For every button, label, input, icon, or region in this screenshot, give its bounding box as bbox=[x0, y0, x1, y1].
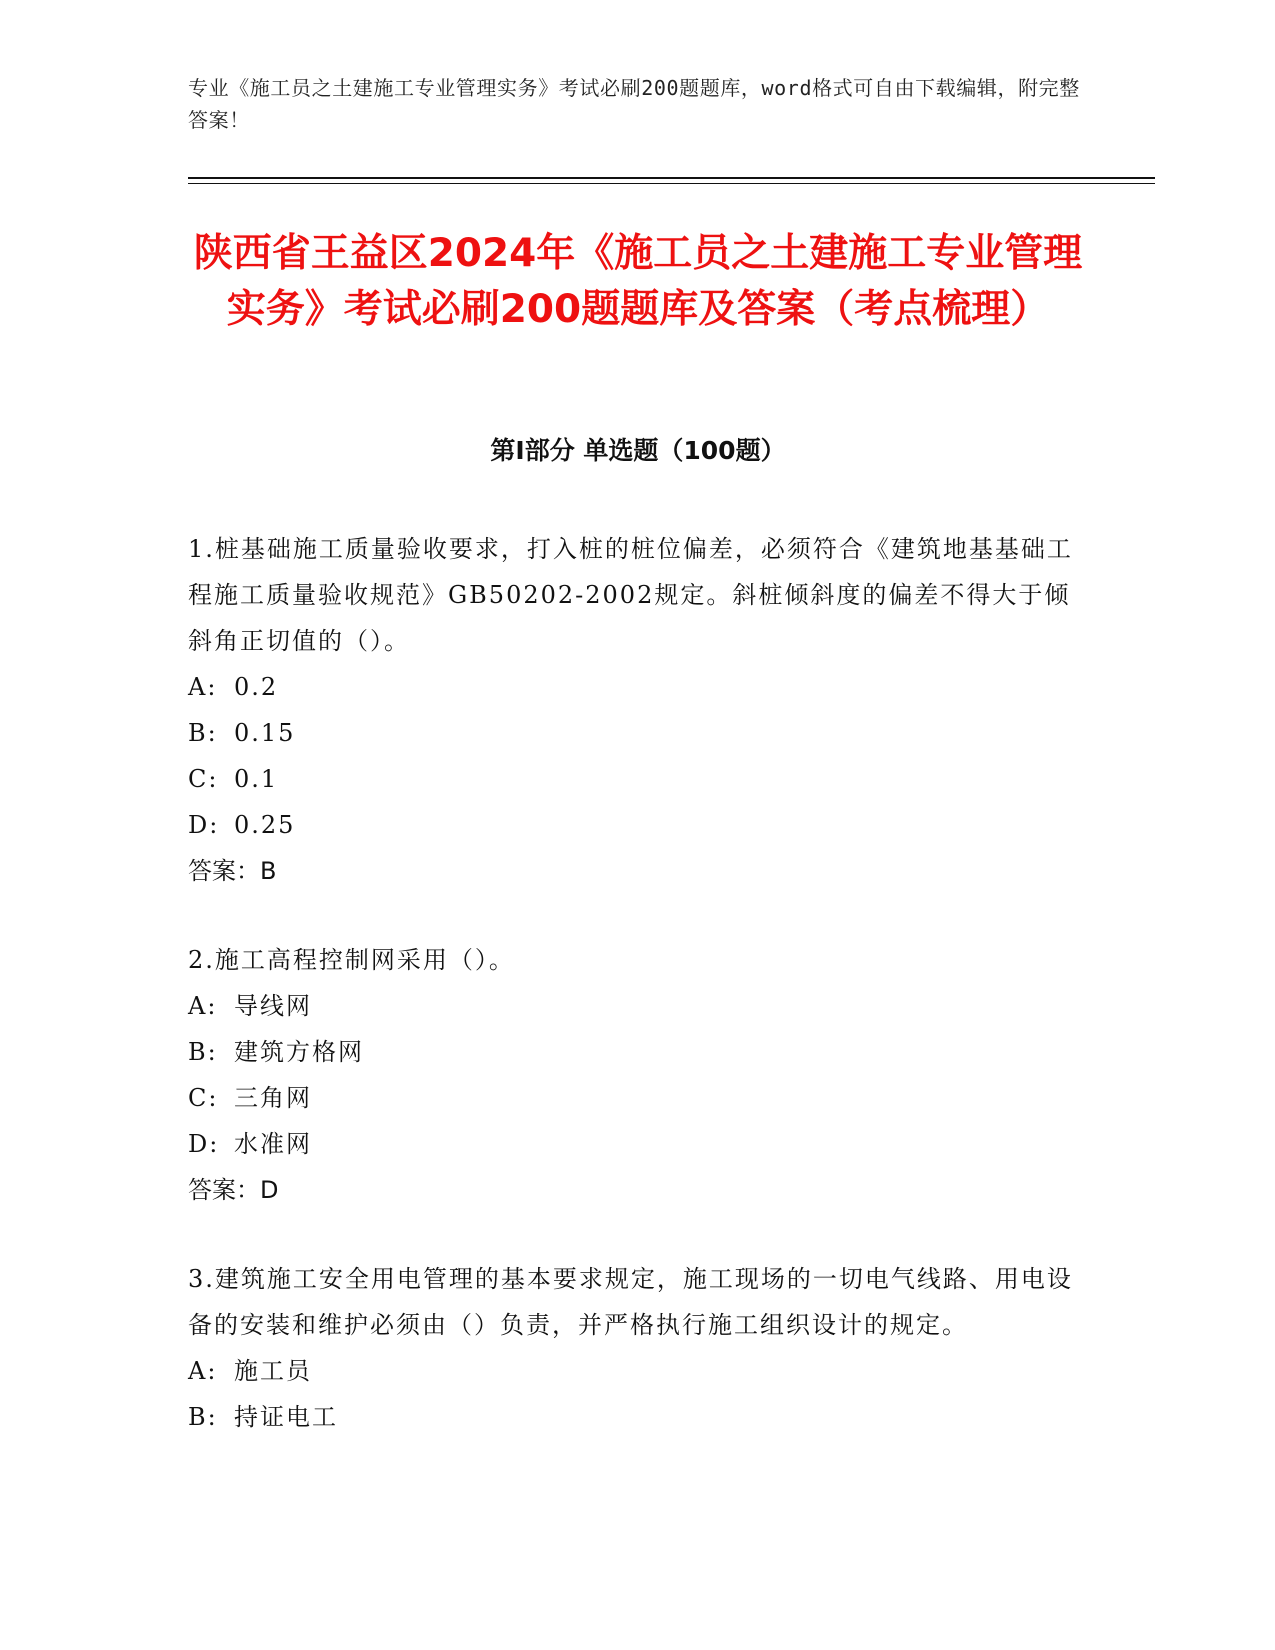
option-letter: D: bbox=[188, 1130, 220, 1158]
option-list bbox=[188, 664, 1088, 848]
option-text: 0.2 bbox=[234, 673, 279, 701]
option-c bbox=[188, 1075, 1088, 1121]
option-letter: A: bbox=[188, 673, 218, 701]
option-letter: B: bbox=[188, 1403, 218, 1431]
option-letter: B: bbox=[188, 1038, 218, 1066]
option-letter: A: bbox=[188, 992, 218, 1020]
option-list bbox=[188, 1348, 1088, 1440]
option-text: 0.1 bbox=[234, 765, 279, 793]
option-b bbox=[188, 710, 1088, 756]
option-d bbox=[188, 802, 1088, 848]
option-text: 持证电工 bbox=[234, 1403, 338, 1431]
answer-line: 答案：B bbox=[188, 857, 277, 885]
option-text: 0.25 bbox=[234, 811, 296, 839]
header-divider bbox=[188, 177, 1155, 179]
option-text: 三角网 bbox=[234, 1084, 312, 1112]
document-title: 陕西省王益区2024年《施工员之土建施工专业管理实务》考试必刷200题题库及答案（考点梳理） bbox=[193, 231, 1083, 332]
section-heading: 第I部分 单选题（100题） bbox=[490, 436, 786, 465]
question-3 bbox=[188, 1256, 1088, 1440]
question-2 bbox=[188, 937, 1088, 1213]
option-text: 施工员 bbox=[234, 1357, 312, 1385]
option-text: 0.15 bbox=[234, 719, 296, 747]
answer-line: 答案：D bbox=[188, 1176, 279, 1204]
option-letter: C: bbox=[188, 765, 219, 793]
question-stem: 1.桩基础施工质量验收要求，打入桩的桩位偏差，必须符合《建筑地基基础工程施工质量验收规范》GB50202-2002规定。斜桩倾斜度的偏差不得大于倾斜角正切值的（）。 bbox=[188, 535, 1073, 655]
option-letter: D: bbox=[188, 811, 220, 839]
option-b bbox=[188, 1029, 1088, 1075]
option-d bbox=[188, 1121, 1088, 1167]
option-b bbox=[188, 1394, 1088, 1440]
option-c bbox=[188, 756, 1088, 802]
question-stem: 3.建筑施工安全用电管理的基本要求规定，施工现场的一切电气线路、用电设备的安装和维护必须由（）负责，并严格执行施工组织设计的规定。 bbox=[188, 1265, 1073, 1339]
option-a bbox=[188, 664, 1088, 710]
option-text: 建筑方格网 bbox=[234, 1038, 364, 1066]
option-list bbox=[188, 983, 1088, 1167]
option-a bbox=[188, 983, 1088, 1029]
header-divider-thin bbox=[188, 183, 1155, 184]
option-letter: B: bbox=[188, 719, 218, 747]
question-stem: 2.施工高程控制网采用（）。 bbox=[188, 946, 515, 974]
question-1 bbox=[188, 526, 1088, 894]
option-letter: C: bbox=[188, 1084, 219, 1112]
option-text: 导线网 bbox=[234, 992, 312, 1020]
option-a bbox=[188, 1348, 1088, 1394]
option-text: 水准网 bbox=[234, 1130, 312, 1158]
option-letter: A: bbox=[188, 1357, 218, 1385]
header-note: 专业《施工员之土建施工专业管理实务》考试必刷200题题库，word格式可自由下载编辑，附完整答案！ bbox=[188, 76, 1080, 132]
